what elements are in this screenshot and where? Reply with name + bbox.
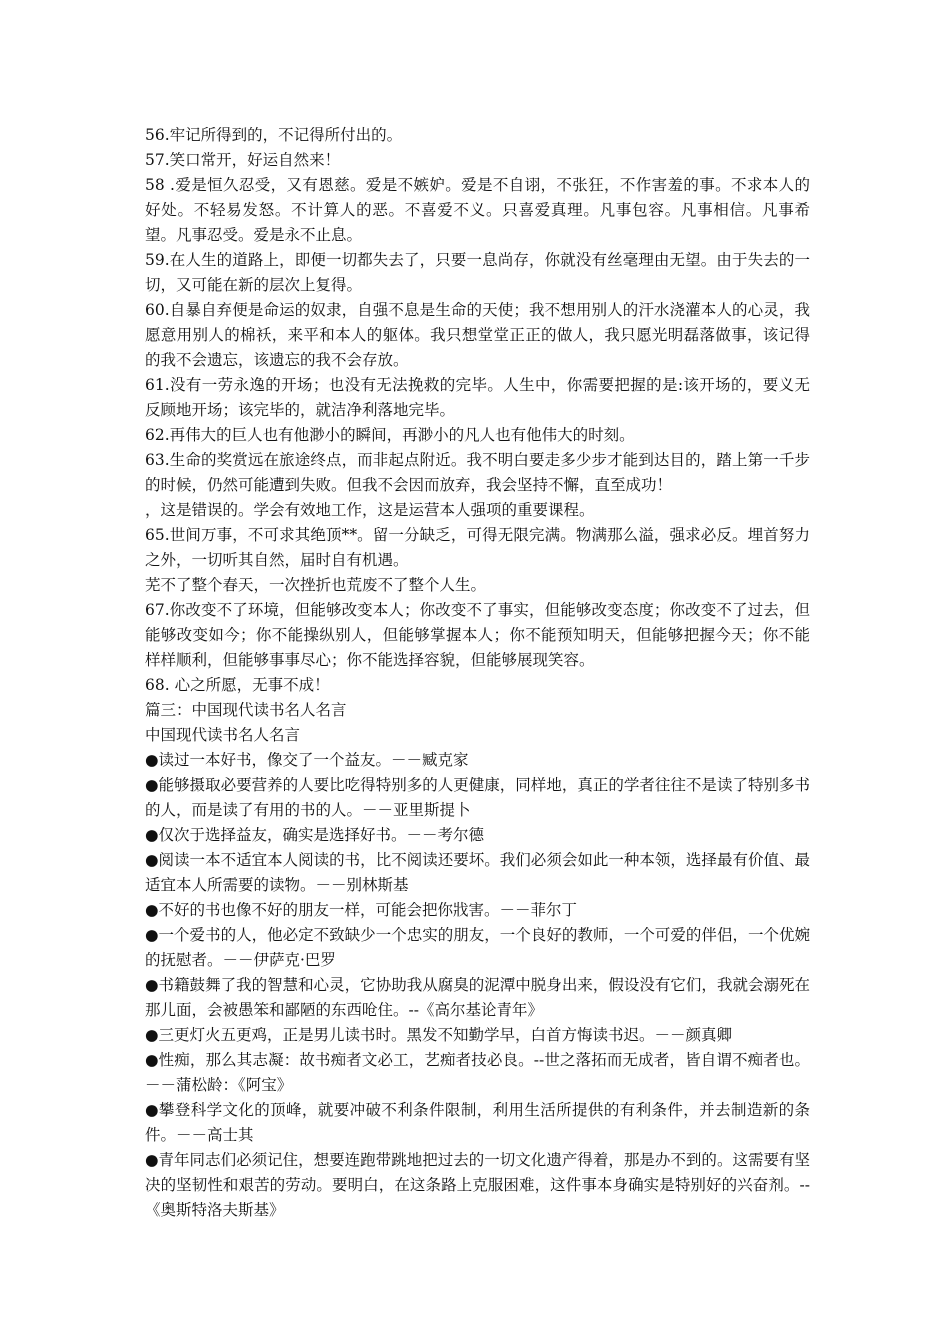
quote-60: 60.自暴自弃便是命运的奴隶，自强不息是生命的天使；我不想用别人的汗水浇灌本人的心灵，我愿意用别人的棉袄，来平和本人的躯体。我只想堂堂正正的做人，我只愿光明磊落做事，该记得的我不会遗忘，该遗忘的我不会存放。 (145, 301, 810, 369)
quote-58: 58 .爱是恒久忍受，又有恩慈。爱是不嫉妒。爱是不自诩，不张狂，不作害羞的事。不求本人的好处。不轻易发怒。不计算人的恶。不喜爱不义。只喜爱真理。凡事包容。凡事相信。凡事希望。凡事忍受。爱是永不止息。 (145, 176, 810, 244)
quote-67: 67.你改变不了环境，但能够改变本人；你改变不了事实，但能够改变态度；你改变不了过去，但能够改变如今；你不能操纵别人，但能够掌握本人；你不能预知明天，但能够把握今天；你不能样样顺利，但能够事事尽心；你不能选择容貌，但能够展现笑容。 (145, 601, 810, 669)
quote-64-fragment: ，这是错误的。学会有效地工作，这是运营本人强项的重要课程。 (145, 501, 595, 519)
reading-quote-6: ●一个爱书的人，他必定不致缺少一个忠实的朋友，一个良好的教师，一个可爱的伴侣，一个优婉的抚慰者。－－伊萨克·巴罗 (145, 926, 810, 969)
reading-quote-3: ●仅次于选择益友，确实是选择好书。－－考尔德 (145, 826, 485, 844)
reading-quote-10: ●攀登科学文化的顶峰，就要冲破不利条件限制，利用生活所提供的有利条件，并去制造新的条件。－－高士其 (145, 1101, 810, 1144)
section-subheading: 中国现代读书名人名言 (145, 726, 301, 744)
quote-61: 61.没有一劳永逸的开场；也没有无法挽救的完毕。人生中，你需要把握的是:该开场的，要义无反顾地开场；该完毕的，就洁净利落地完毕。 (145, 376, 810, 419)
quote-68: 68. 心之所愿，无事不成！ (145, 676, 330, 694)
reading-quote-7: ●书籍鼓舞了我的智慧和心灵，它协助我从腐臭的泥潭中脱身出来，假设没有它们，我就会溺死在那儿面，会被愚笨和鄙陋的东西呛住。--《高尔基论青年》 (145, 976, 810, 1019)
reading-quote-5: ●不好的书也像不好的朋友一样，可能会把你戕害。－－菲尔丁 (145, 901, 578, 919)
quote-59: 59.在人生的道路上，即便一切都失去了，只要一息尚存，你就没有丝毫理由无望。由于失去的一切，又可能在新的层次上复得。 (145, 251, 810, 294)
section-heading: 篇三：中国现代读书名人名言 (145, 701, 347, 719)
quote-63: 63.生命的奖赏远在旅途终点，而非起点附近。我不明白要走多少步才能到达目的，踏上第一千步的时候，仍然可能遭到失败。但我不会因而放弃，我会坚持不懈，直至成功！ (145, 451, 810, 494)
reading-quote-8: ●三更灯火五更鸡，正是男儿读书时。黑发不知勤学早，白首方悔读书迟。－－颜真卿 (145, 1026, 733, 1044)
document-body (145, 123, 810, 1223)
quote-56: 56.牢记所得到的，不记得所付出的。 (145, 126, 403, 144)
reading-quote-11: ●青年同志们必须记住，想要连跑带跳地把过去的一切文化遗产得着，那是办不到的。这需要有坚决的坚韧性和艰苦的劳动。要明白，在这条路上克服困难，这件事本身确实是特别好的兴奋剂。--《奥斯特洛夫斯基》 (145, 1151, 810, 1219)
reading-quote-9: ●性痴，那么其志凝：故书痴者文必工，艺痴者技必良。--世之落拓而无成者，皆自谓不痴者也。－－蒲松龄：《阿宝》 (145, 1051, 810, 1094)
quote-62: 62.再伟大的巨人也有他渺小的瞬间，再渺小的凡人也有他伟大的时刻。 (145, 426, 635, 444)
reading-quote-1: ●读过一本好书，像交了一个益友。－－臧克家 (145, 751, 469, 769)
quote-65: 65.世间万事，不可求其绝顶**。留一分缺乏，可得无限完满。物满那么溢，强求必反。埋首努力之外，一切听其自然，届时自有机遇。 (145, 526, 810, 569)
quote-66-fragment: 芜不了整个春天，一次挫折也荒废不了整个人生。 (145, 576, 487, 594)
quote-57: 57.笑口常开，好运自然来！ (145, 151, 341, 169)
reading-quote-2: ●能够摄取必要营养的人要比吃得特别多的人更健康，同样地，真正的学者往往不是读了特别多书的人，而是读了有用的书的人。－－亚里斯提卜 (145, 776, 810, 819)
reading-quote-4: ●阅读一本不适宜本人阅读的书，比不阅读还要坏。我们必须会如此一种本领，选择最有价值、最适宜本人所需要的读物。－－别林斯基 (145, 851, 810, 894)
